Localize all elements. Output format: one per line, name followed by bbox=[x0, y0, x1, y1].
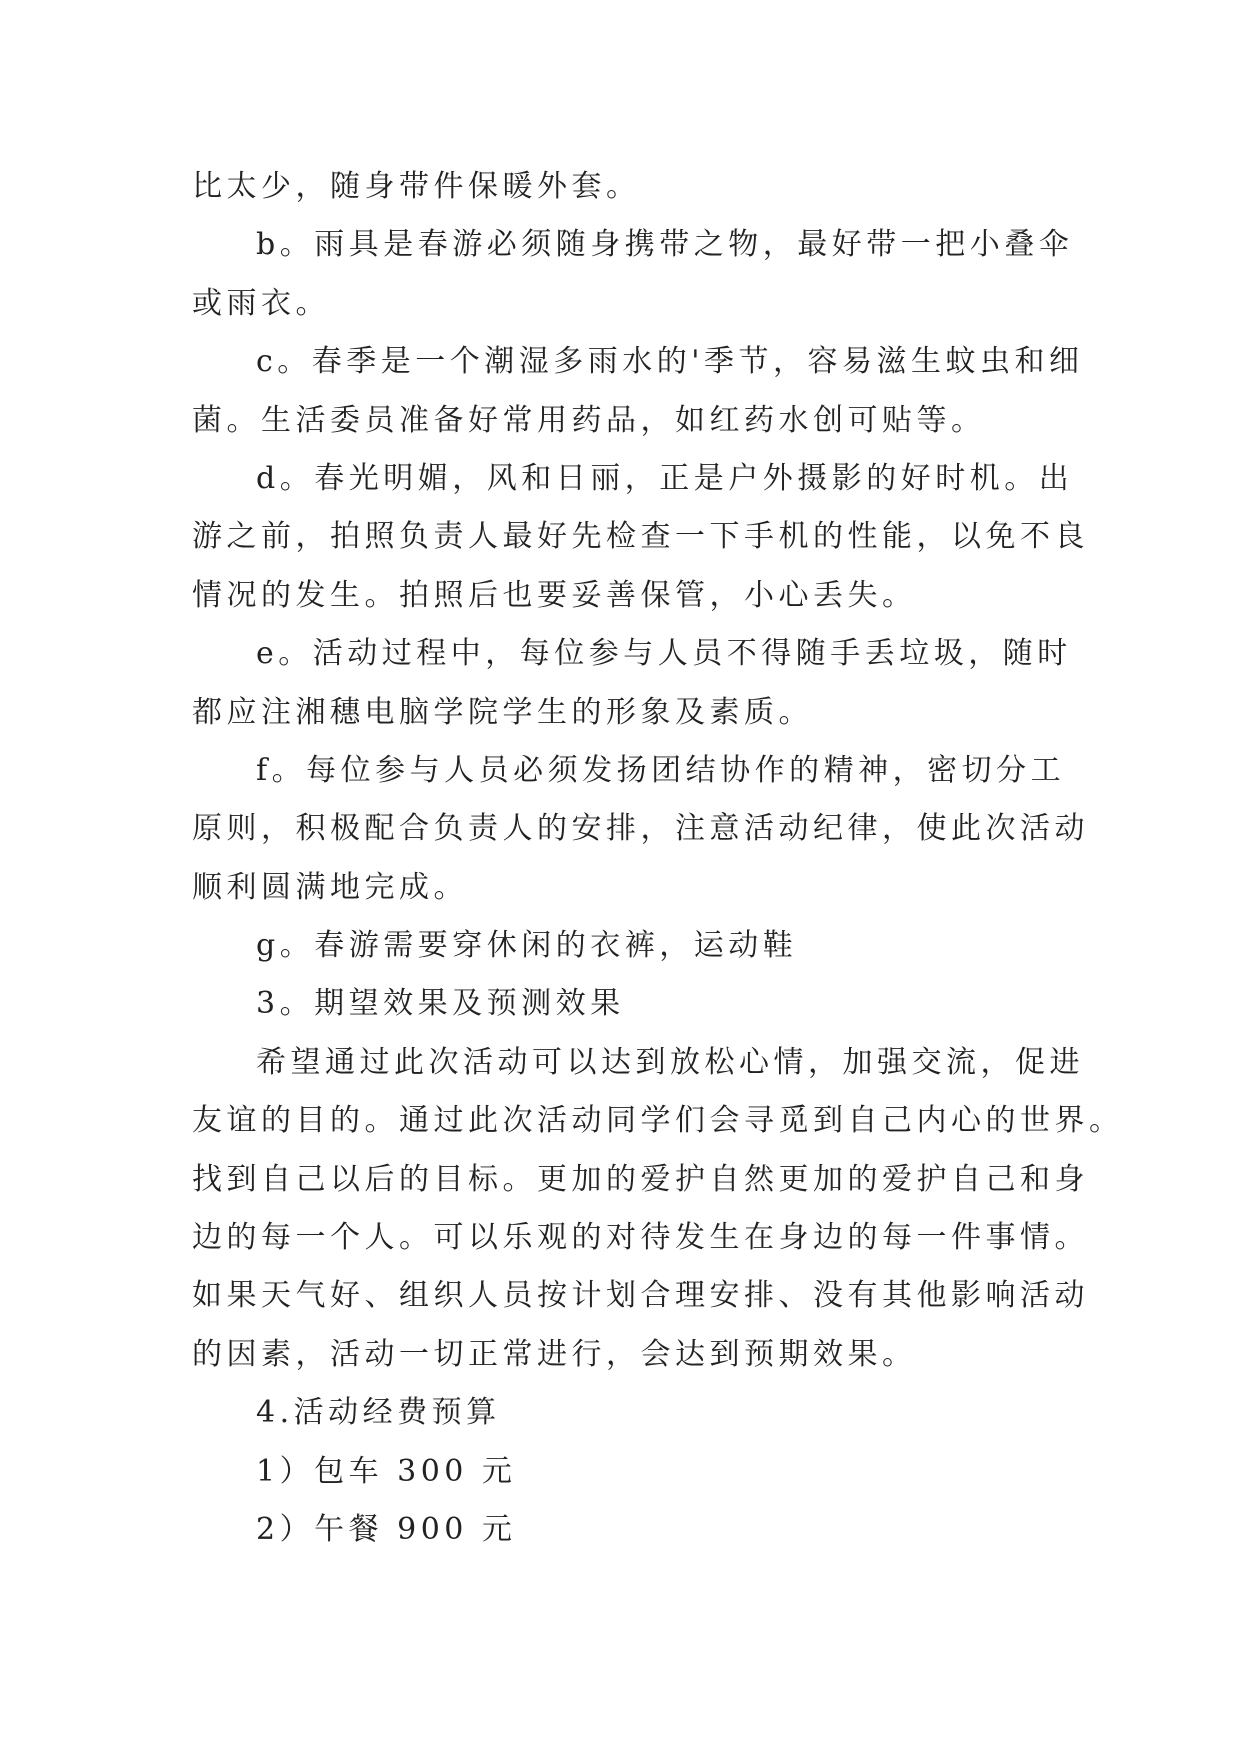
text-line: 友谊的目的。通过此次活动同学们会寻觅到自己内心的世界。 bbox=[192, 1103, 1124, 1139]
text-line: d。春光明媚，风和日丽，正是户外摄影的好时机。出 bbox=[256, 460, 1074, 496]
text-line: 游之前，拍照负责人最好先检查一下手机的性能，以免不良 bbox=[192, 519, 1089, 555]
text-line: 顺利圆满地完成。 bbox=[192, 869, 468, 905]
text-line: 情况的发生。拍照后也要妥善保管，小心丢失。 bbox=[192, 577, 917, 613]
text-line: 2）午餐 900 元 bbox=[256, 1511, 517, 1547]
text-line: c。春季是一个潮湿多雨水的'季节，容易滋生蚊虫和细 bbox=[256, 344, 1084, 380]
text-line: e。活动过程中，每位参与人员不得随手丢垃圾，随时 bbox=[256, 636, 1072, 672]
text-line: 或雨衣。 bbox=[192, 285, 330, 321]
text-line: 都应注湘穗电脑学院学生的形象及素质。 bbox=[192, 694, 813, 730]
text-line: 菌。生活委员准备好常用药品，如红药水创可贴等。 bbox=[192, 402, 986, 438]
text-line: 4.活动经费预算 bbox=[256, 1395, 501, 1431]
text-line: 如果天气好、组织人员按计划合理安排、没有其他影响活动 bbox=[192, 1278, 1089, 1314]
text-line: 找到自己以后的目标。更加的爱护自然更加的爱护自己和身 bbox=[192, 1161, 1089, 1197]
text-line: 1）包车 300 元 bbox=[256, 1453, 517, 1489]
text-line: b。雨具是春游必须随身携带之物，最好带一把小叠伞 bbox=[256, 227, 1074, 263]
text-line: 比太少，随身带件保暖外套。 bbox=[192, 169, 641, 204]
text-line: g。春游需要穿休闲的衣裤，运动鞋 bbox=[256, 928, 798, 964]
text-line: 3。期望效果及预测效果 bbox=[256, 986, 625, 1022]
text-line: f。每位参与人员必须发扬团结协作的精神，密切分工 bbox=[256, 752, 1066, 788]
document-body bbox=[192, 158, 1124, 1559]
text-line: 边的每一个人。可以乐观的对待发生在身边的每一件事情。 bbox=[192, 1220, 1089, 1256]
text-line: 的因素，活动一切正常进行，会达到预期效果。 bbox=[192, 1336, 917, 1372]
text-line: 希望通过此次活动可以达到放松心情，加强交流，促进 bbox=[256, 1044, 1084, 1080]
text-line: 原则，积极配合负责人的安排，注意活动纪律，使此次活动 bbox=[192, 811, 1089, 847]
